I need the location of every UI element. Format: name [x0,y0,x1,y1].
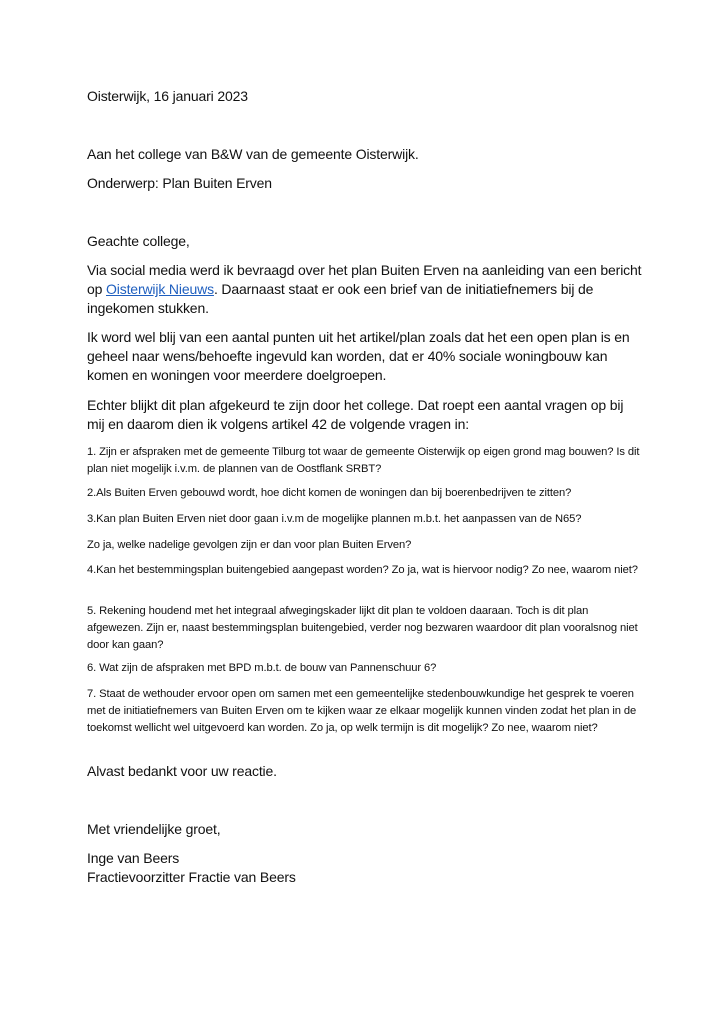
question-3: 3.Kan plan Buiten Erven niet door gaan i.v.m de mogelijke plannen m.b.t. het aanpassen van de N65? [87,513,582,525]
question-1: 1. Zijn er afspraken met de gemeente Tilburg tot waar de gemeente Oisterwijk op eigen grond mag bouwen? Is dit plan niet mogelijk i.v.m. de plannen van de Oostflank SRBT? [87,446,640,475]
positive-paragraph: Ik word wel blij van een aantal punten uit het artikel/plan zoals dat het een open plan is en geheel naar wens/behoefte ingevuld kan worden, dat er 40% sociale woningbouw kan komen en woningen voor meerdere doelgroepen. [87,329,630,383]
signer-title: Fractievoorzitter Fractie van Beers [87,869,296,885]
addressee-line: Aan het college van B&W van de gemeente Oisterwijk. [87,146,419,162]
question-5: 5. Rekening houdend met het integraal afwegingskader lijkt dit plan te voldoen daaraan. Toch is dit plan afgewezen. Zijn er, naast bestemmingsplan buitengebied, verder nog bezwaren waardoor dit plan vooralsnog niet door kan gaan? [87,605,638,651]
oisterwijk-nieuws-link[interactable]: Oisterwijk Nieuws [106,281,214,297]
intro-paragraph [87,261,642,318]
intro-text-before-link: Via social media werd ik bevraagd over het plan Buiten Erven na aanleiding van een bericht op [87,262,642,297]
salutation: Geachte college, [87,233,190,249]
question-2: 2.Als Buiten Erven gebouwd wordt, hoe dicht komen de woningen dan bij boerenbedrijven te zitten? [87,487,572,499]
question-7: 7. Staat de wethouder ervoor open om samen met een gemeentelijke stedenbouwkundige het gesprek te voeren met de initiatiefnemers van Buiten Erven om te kijken waar ze elkaar mogelijk kunnen vinden zodat het plan in de toekomst wellicht wel uitgevoerd kan worden. Zo ja, op welk termijn is dit mogelijk? Zo nee, waarom niet? [87,688,637,734]
question-6: 6. Wat zijn de afspraken met BPD m.b.t. de bouw van Pannenschuur 6? [87,662,437,674]
rejection-paragraph: Echter blijkt dit plan afgekeurd te zijn door het college. Dat roept een aantal vragen op bij mij en daarom dien ik volgens artikel 42 de volgende vragen in: [87,397,624,432]
question-4: 4.Kan het bestemmingsplan buitengebied aangepast worden? Zo ja, wat is hiervoor nodig? Zo nee, waarom niet? [87,564,638,576]
intro-text-after-link: . Daarnaast staat er ook een brief van de initiatiefnemers bij de ingekomen stukken. [87,281,594,316]
date-line: Oisterwijk, 16 januari 2023 [87,88,248,104]
subject-line: Onderwerp: Plan Buiten Erven [87,175,272,191]
signer-name: Inge van Beers [87,850,180,866]
question-3-followup: Zo ja, welke nadelige gevolgen zijn er dan voor plan Buiten Erven? [87,539,412,551]
thanks-line: Alvast bedankt voor uw reactie. [87,763,277,779]
closing-line: Met vriendelijke groet, [87,821,221,837]
